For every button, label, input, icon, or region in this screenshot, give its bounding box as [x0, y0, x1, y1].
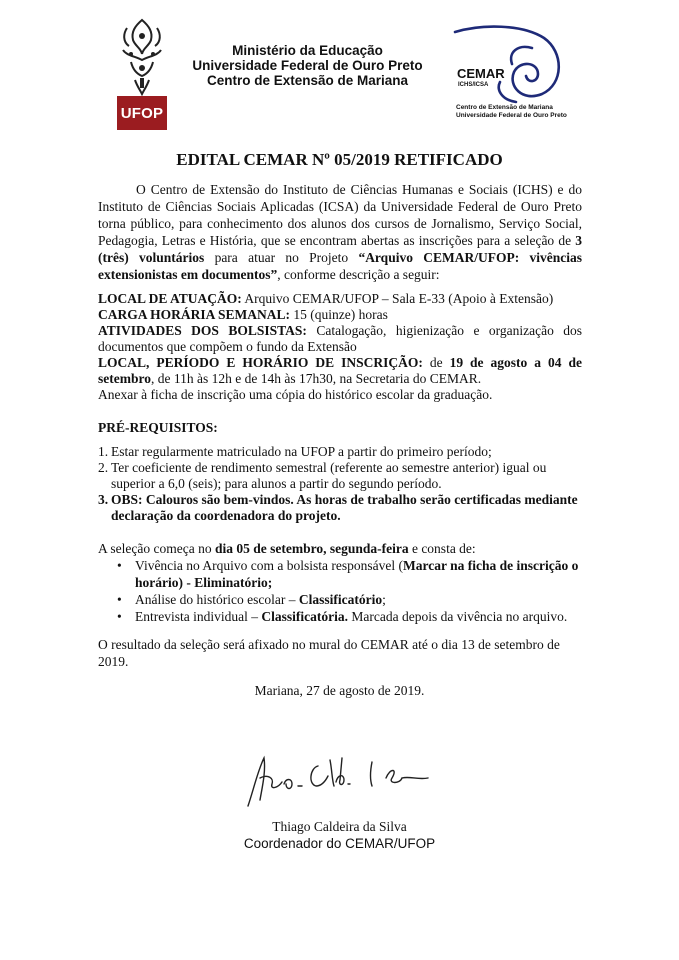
ufop-logo [117, 16, 167, 130]
step-text: Análise do histórico escolar – [135, 592, 299, 607]
step-bold-text: Marcar na ficha de inscrição o horário) - Eliminatório; [135, 558, 579, 590]
cemar-caption-university: Universidade Federal de Ouro Preto [456, 112, 567, 119]
inscricao-period: 19 de agosto a 04 de setembro [98, 355, 582, 386]
cemar-logo [452, 22, 572, 122]
selection-intro-text-2: e consta de: [408, 541, 476, 556]
step-bold-text: Classificatório [298, 592, 383, 607]
prereq-number: 3. [98, 492, 109, 507]
intro-text-2: para atuar no Projeto [204, 250, 359, 265]
prereq-number: 1. [98, 444, 109, 459]
selection-step [98, 608, 582, 625]
intro-text-3: , conforme descrição a seguir: [277, 267, 440, 282]
prereq-item [98, 444, 582, 460]
local-value: Arquivo CEMAR/UFOP – Sala E-33 (Apoio à Extensão) [241, 291, 554, 306]
carga-line [98, 307, 582, 323]
prereq-text: Ter coeficiente de rendimento semestral (referente ao semestre anterior) igual ou superior a 6,0 (seis); para alunos a partir do segundo período. [111, 460, 547, 491]
intro-volunteers: 3 (três) voluntários [98, 233, 582, 265]
selection-intro-text-1: A seleção começa no [98, 541, 215, 556]
document-title: EDITAL CEMAR Nº 05/2019 RETIFICADO [176, 150, 503, 169]
bullet-icon: • [117, 558, 122, 573]
anexar-line: Anexar à ficha de inscrição uma cópia do histórico escolar da graduação. [98, 387, 493, 402]
step-after-text: Marcada depois da vivência no arquivo. [347, 609, 568, 624]
step-bold-text: Classificatória. [261, 609, 348, 624]
step-text: Entrevista individual – [135, 609, 262, 624]
atividades-label: ATIVIDADES DOS BOLSISTAS: [98, 323, 307, 338]
inscricao-label: LOCAL, PERÍODO E HORÁRIO DE INSCRIÇÃO: [98, 355, 423, 370]
selection-start-date: dia 05 de setembro, segunda-feira [214, 541, 409, 556]
university-line: Universidade Federal de Ouro Preto [192, 58, 423, 73]
details-section [98, 291, 582, 403]
signature [240, 748, 440, 814]
local-label: LOCAL DE ATUAÇÃO: [98, 291, 242, 306]
prereq-number: 2. [98, 460, 109, 475]
cemar-caption-center: Centro de Extensão de Mariana [456, 104, 553, 111]
ufop-emblem-icon [117, 16, 167, 96]
inscricao-text-2: , de 11h às 12h e de 14h às 17h30, na Secretaria do CEMAR. [151, 371, 482, 386]
intro-text-1: O Centro de Extensão do Instituto de Ciências Humanas e Sociais (ICHS) e do Instituto de Ciências Sociais Aplicadas (ICSA) da Universidade Federal de Ouro Preto torna público, para conhecimento dos alunos dos cursos de Jornalismo, Serviço Social, Pedagogia, Letras e História, que se encontram abertas as inscrições para a seleção de [98, 182, 582, 248]
intro-paragraph [98, 181, 582, 283]
prereq-list [98, 444, 582, 524]
prereq-item [98, 460, 582, 492]
atividades-value: Catalogação, higienização e organização dos documentos que compõem o fundo da Extensão [98, 323, 583, 354]
prereq-item [98, 492, 582, 524]
atividades-line [98, 323, 582, 355]
selection-section [98, 540, 582, 625]
result-paragraph: O resultado da seleção será afixado no mural do CEMAR até o dia 13 de setembro de 2019. [98, 637, 560, 669]
local-line [98, 291, 582, 307]
selection-intro [98, 540, 582, 557]
step-text: Vivência no Arquivo com a bolsista responsável ( [135, 558, 404, 573]
prereq-text: OBS: Calouros são bem-vindos. As horas de trabalho serão certificadas mediante declaração da coordenadora do projeto. [111, 492, 578, 523]
selection-step [98, 557, 582, 591]
carga-value: 15 (quinze) horas [290, 307, 388, 322]
step-after-text: ; [382, 592, 386, 607]
ufop-logo-label: UFOP [117, 96, 167, 130]
cemar-name: CEMAR [457, 66, 505, 81]
institution-header [185, 43, 430, 88]
signer-name: Thiago Caldeira da Silva [272, 819, 407, 834]
date-line: Mariana, 27 de agosto de 2019. [254, 683, 425, 698]
inscricao-line [98, 355, 582, 387]
center-line: Centro de Extensão de Mariana [206, 73, 409, 88]
prereq-text: Estar regularmente matriculado na UFOP a partir do primeiro período; [111, 444, 492, 459]
cemar-subtitle: ICHS/ICSA [458, 82, 489, 88]
carga-label: CARGA HORÁRIA SEMANAL: [98, 307, 291, 322]
intro-project-name: “Arquivo CEMAR/UFOP: vivências extensionistas em documentos” [98, 250, 583, 282]
bullet-icon: • [117, 592, 122, 607]
prereq-heading: PRÉ-REQUISITOS: [98, 420, 218, 435]
signer-role: Coordenador do CEMAR/UFOP [243, 836, 436, 851]
selection-step [98, 591, 582, 608]
selection-steps [98, 557, 582, 625]
inscricao-text-1: de [422, 355, 450, 370]
bullet-icon: • [117, 609, 122, 624]
ministry-line: Ministério da Educação [232, 43, 383, 58]
